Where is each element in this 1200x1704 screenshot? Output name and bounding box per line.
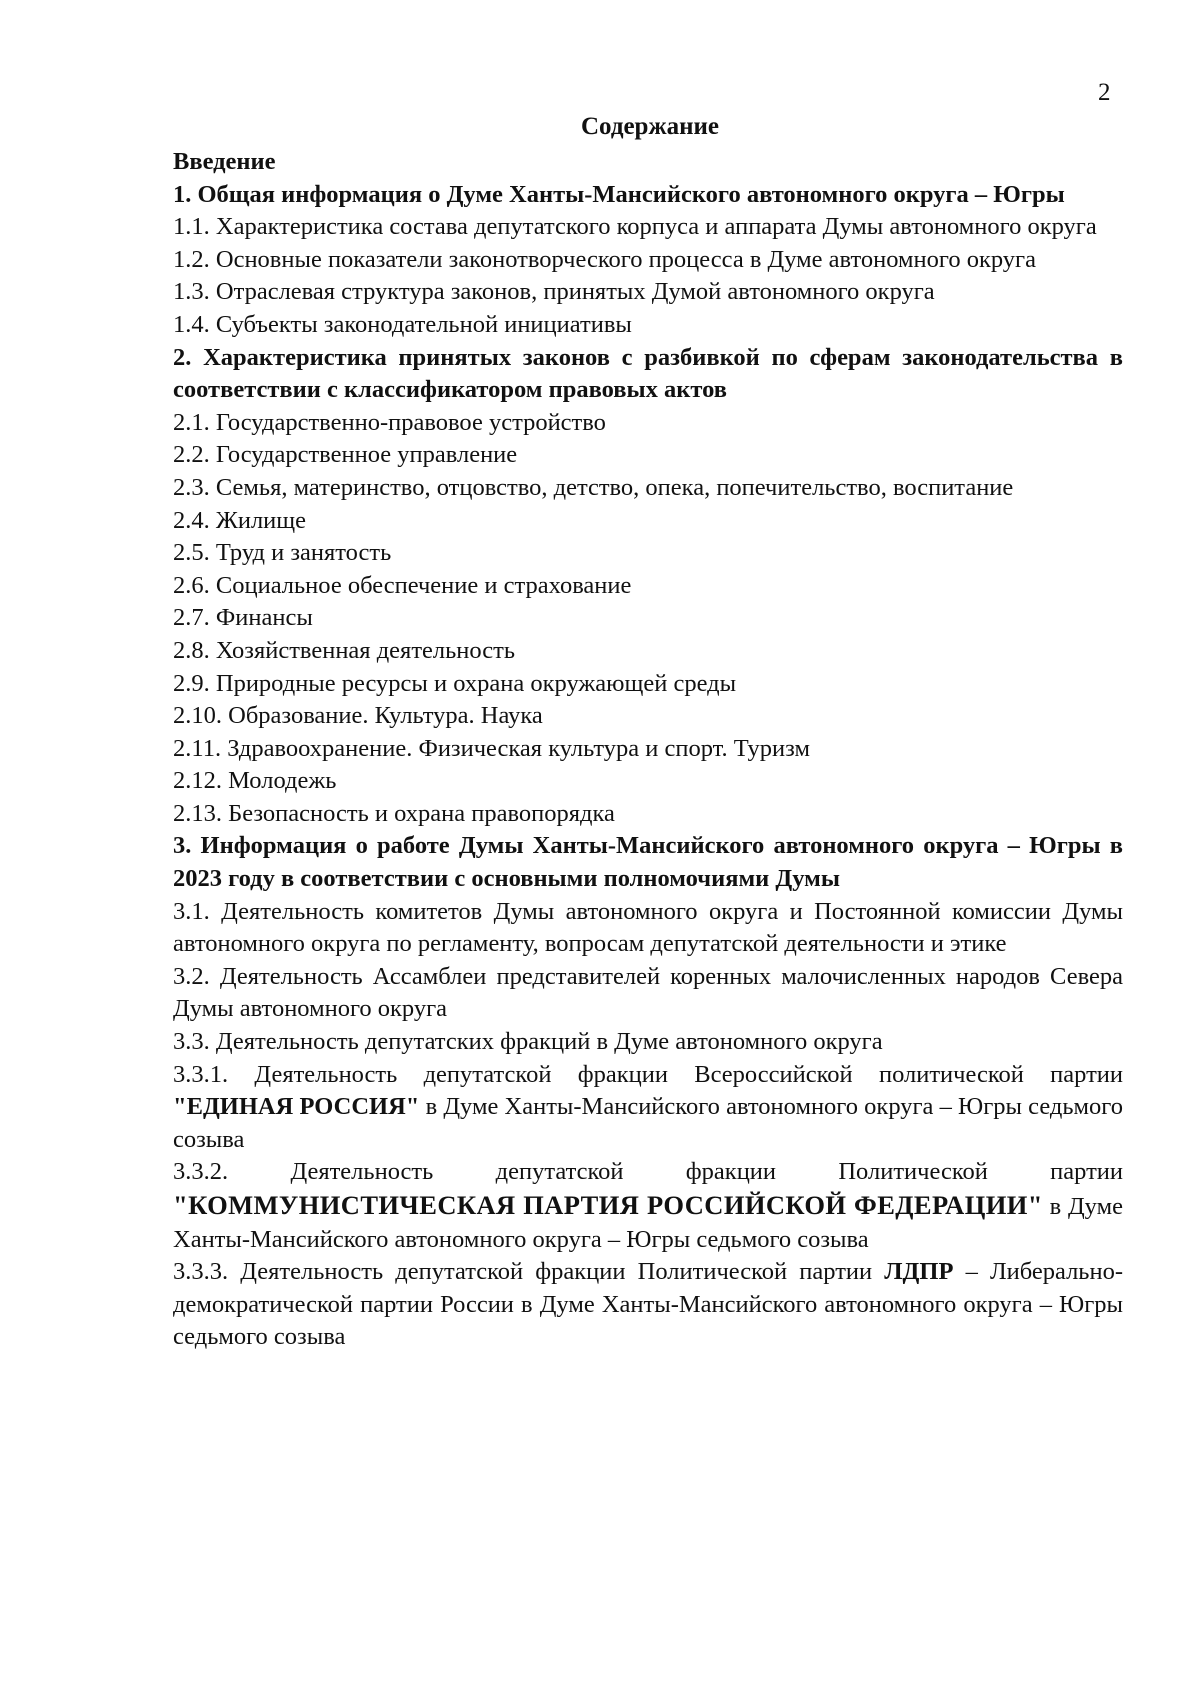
toc-entry-1-4: 1.4. Субъекты законодательной инициативы bbox=[173, 310, 632, 338]
toc-entry-text: – Либерально-демократической партии России в Думе Ханты-Мансийского автономного округа – Югры седьмого созыва bbox=[173, 1258, 1123, 1351]
toc-entry-3-2: 3.2. Деятельность Ассамблеи представителей коренных малочисленных народов Севера Думы автономного округа bbox=[173, 962, 1123, 1023]
toc-entry-3-3: 3.3. Деятельность депутатских фракций в Думе автономного округа bbox=[173, 1028, 883, 1056]
toc-entry-1-3: 1.3. Отраслевая структура законов, принятых Думой автономного округа bbox=[173, 278, 935, 306]
toc-entry-2-2: 2.2. Государственное управление bbox=[173, 441, 518, 469]
toc-entry-2-3: 2.3. Семья, материнство, отцовство, детство, опека, попечительство, воспитание bbox=[173, 473, 1014, 501]
toc-entry-3-3-2 bbox=[173, 1156, 1123, 1256]
toc-entry-2-5: 2.5. Труд и занятость bbox=[173, 539, 392, 567]
toc-entry-1-1: 1.1. Характеристика состава депутатского корпуса и аппарата Думы автономного округа bbox=[173, 213, 1097, 241]
toc-entry-text: 3.3.2. Деятельность депутатской фракции Политической партии bbox=[173, 1158, 1123, 1186]
page-number: 2 bbox=[1098, 79, 1111, 106]
toc-entry-2-10: 2.10. Образование. Культура. Наука bbox=[173, 702, 543, 730]
toc-entry-2-11: 2.11. Здравоохранение. Физическая культура и спорт. Туризм bbox=[173, 734, 810, 762]
toc-entry-section-1: 1. Общая информация о Думе Ханты-Мансийского автономного округа – Югры bbox=[173, 180, 1065, 208]
toc-entry-section-3: 3. Информация о работе Думы Ханты-Мансийского автономного округа – Югры в 2023 году в соответствии с основными полномочиями Думы bbox=[173, 832, 1123, 893]
toc-entry-3-3-1 bbox=[173, 1059, 1123, 1157]
toc-entry-1-2: 1.2. Основные показатели законотворческого процесса в Думе автономного округа bbox=[173, 245, 1036, 273]
toc-entry-introduction: Введение bbox=[173, 148, 276, 175]
party-name: ЛДПР bbox=[884, 1258, 954, 1286]
toc-entry-2-8: 2.8. Хозяйственная деятельность bbox=[173, 636, 516, 664]
party-name: "ЕДИНАЯ РОССИЯ" bbox=[173, 1093, 420, 1121]
party-name: "КОММУНИСТИЧЕСКАЯ ПАРТИЯ РОССИЙСКОЙ ФЕДЕРАЦИИ" bbox=[173, 1190, 1043, 1220]
toc-entry-text: в Думе Ханты-Мансийского автономного округа – Югры седьмого созыва bbox=[173, 1093, 1123, 1153]
toc-entry-2-6: 2.6. Социальное обеспечение и страхование bbox=[173, 571, 632, 599]
toc-entry-3-1: 3.1. Деятельность комитетов Думы автономного округа и Постоянной комиссии Думы автономного округа по регламенту, вопросам депутатской деятельности и этике bbox=[173, 897, 1123, 958]
toc-entry-2-13: 2.13. Безопасность и охрана правопорядка bbox=[173, 799, 615, 827]
toc-entry-2-9: 2.9. Природные ресурсы и охрана окружающей среды bbox=[173, 669, 737, 697]
toc-entry-section-2: 2. Характеристика принятых законов с разбивкой по сферам законодательства в соответствии с классификатором правовых актов bbox=[173, 343, 1123, 404]
toc-entry-2-1: 2.1. Государственно-правовое устройство bbox=[173, 408, 606, 436]
toc-entry-2-4: 2.4. Жилище bbox=[173, 506, 307, 534]
toc-entry-3-3-3 bbox=[173, 1256, 1123, 1354]
toc-entry-text: 3.3.3. Деятельность депутатской фракции Политической партии bbox=[173, 1258, 885, 1286]
toc-entry-text: 3.3.1. Деятельность депутатской фракции Всероссийской политической партии bbox=[173, 1060, 1123, 1088]
toc-entry-2-7: 2.7. Финансы bbox=[173, 604, 313, 632]
table-of-contents bbox=[173, 146, 1123, 1354]
toc-entry-text: в Думе Ханты-Мансийского автономного округа – Югры седьмого созыва bbox=[173, 1193, 1123, 1253]
page-title: Содержание bbox=[580, 113, 719, 140]
toc-entry-2-12: 2.12. Молодежь bbox=[173, 767, 337, 795]
